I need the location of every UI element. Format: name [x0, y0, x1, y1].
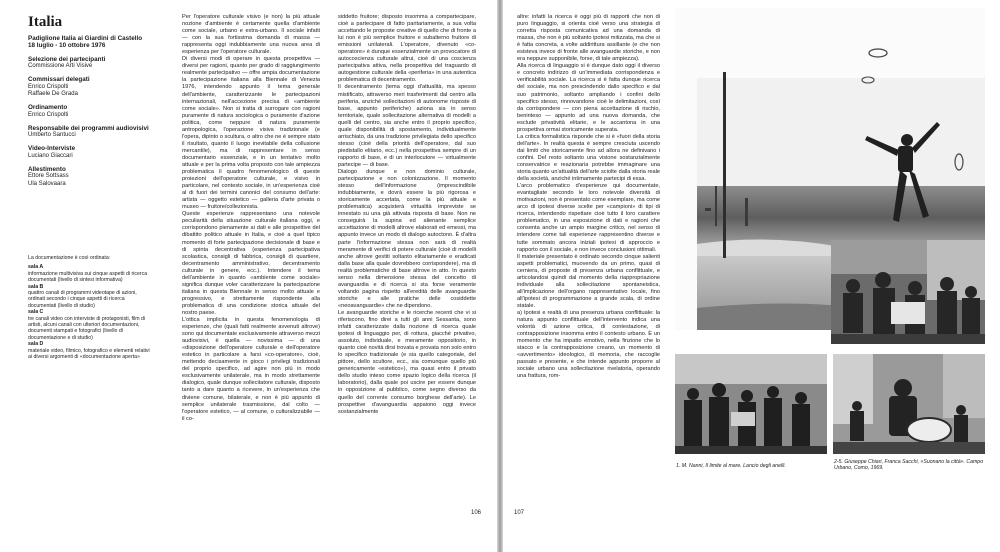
meta-block — [28, 76, 150, 98]
photo-musicians — [675, 354, 827, 454]
meta-value: Ula Salovaara — [28, 180, 66, 187]
meta-value: Enrico Crispolti — [28, 83, 69, 90]
body-paragraph: altre: infatti la ricerca è oggi più di rapporti che non di puro linguaggio, si orienta cioè verso una strategia di corretta risposta comunicativa ad una domanda di massa, che non è più soltanto ipotesi mitizzata, ma che si è fatta concreta, a volte addirittura assillante (e che non esisteva invece di fronte alle avanguardie storiche, e non era neppure supponibile, forse, di tale ampiezza). — [517, 14, 660, 63]
meta-block — [28, 145, 150, 160]
meta-block — [28, 125, 150, 140]
room-text: quattro canali di programmi videotape di azioni, ordinati secondo i cinque aspetti di ricerca documentati (livello di studio) — [28, 290, 137, 309]
photo-musicians-image — [675, 354, 827, 454]
body-paragraph: Queste esperienze rappresentano una notevole peculiarità della situazione culturale italiana oggi, e corrispondono pienamente ai dati e alle prospettive del dibattito politico attuale in Italia, e cioè a quel tipico momento di forte partecipazione decisionale di base e di spinta decentrativa (esperienza partecipativa scolastica, consigli di fabbrica, consigli di quartiere, decentramento amministrativo, decentramento culturale in genere, ecc.). Intendere il tema dell'ambiente in quanto «ambiente come sociale» significa dunque voler caratterizzare la partecipazione italiana in questa Biennale in senso molto attuale e progressivo, e strettamente rispondente alla problematica di una condizione storica attuale del nostro paese. — [182, 211, 320, 316]
meta-value: Ettore Sottsass — [28, 173, 69, 180]
pavilion-block — [28, 35, 150, 50]
meta-value: Umberto Santucci — [28, 132, 76, 139]
photo-caption: 1. M. Nanni, Il limite al mare. Lancio degli anelli. — [676, 463, 786, 469]
photo-street-crowd-image — [831, 240, 985, 344]
room-name: sala D — [28, 341, 44, 348]
meta-heading: Selezione dei partecipanti — [28, 55, 106, 63]
meta-value: Enrico Crispolti — [28, 111, 69, 118]
meta-heading: Ordinamento — [28, 104, 68, 112]
body-column-1 — [182, 14, 320, 423]
body-paragraph: siddetto fruitore; disposto insomma a compartecipare, cioè a partecipare di fatto paritariamente, a sua volta accettando le proposte creative di quello che di fronte a lui non è più semplice fruitore e subalterno fruitore di emissioni unilaterali. L'operatore, divenuto «co-operatore» è dunque essenzialmente un provocatore di autocoscienza culturale altrui, cioè di una coscienza partecipativa attiva, nella prospettiva del traguardo di autogestione culturale della «periferia» in una autentica problematica di decentramento. — [338, 14, 476, 84]
body-paragraph: L'ottica implicita in questa fenomenologia di esperienze, che (quali fatti realmente avvenuti altrove) sono qui documentate esclusivamente attraverso mezzi audiovisivi, è quella — novissima — di una «disposizione dell'operatore culturale e dell'operatore estetico in particolare a farsi «co-operatore», cioè, mettendo decisamente in gioco i privilegi tradizionali del proprio specifico, ad agire non più in modo esclusivamente unilaterale, ma in modo strettamente dialogico, quale dunque sollecitatore culturale, disposto tanto a dare quanto a ricevere, in un'esperienza che diviene comune, bilaterale, e non è più appunto di semplice unilaterale trasmissione, dal colto — l'operatore estetico, — al comune, o culturalizzabile — il co- — [182, 317, 320, 422]
room-text: materiale video, filmico, fotografico e elementi relativi ai diversi argomenti di «documentazione aperta» — [28, 347, 150, 361]
rooms-intro: La documentazione è così ordinata: — [28, 255, 111, 261]
body-paragraph: L'arco problematico d'esperienze qui documentate, evantagliate secondo le loro notevole diversità di motivazioni, non è presentato come esemplare, ma come arco di ipotesi diverse scelte per «campioni» di tipi di ricerca, intendendo rispettare cioè tutto il loro carattere problematico, in una esposizione di dati e ragioni che consenta anche un ampio margine critico, nel senso di intendere come tali esperienze rappresentino diverse e tutte sommato ancora iniziali ipotesi di approccio e rapporto con il sociale, e non invece conclusioni ottimali. — [517, 183, 660, 253]
page-number: 106 — [471, 510, 482, 516]
pavilion-name: Padiglione Italia ai Giardini di Castello — [28, 35, 143, 42]
body-paragraph: Alla ricerca di linguaggio si è dunque dato oggi il diverso e concreto indirizzo di un'immediata corrispondenza e verificabilità sociale. La ricerca si è fatta dunque ricerca del sociale, ma non prescindendo dallo specifico e dal suo patrimonio, soltanto ampliando i confini dello specifico stesso, rinnovandone cioè le delimitazioni, così da corrispondere — con piena accettazione di rischio, beninteso — appunto ad una nuova domanda, che esclude privatività elitarie, e le accantona in una prospettiva ormai storicamente superata. — [517, 63, 660, 133]
body-paragraph: Di diversi modi di operare in questa prospettiva — diversi per ragioni, quanto per grado di raggiungimento realmente partecipativo — offre ampia documentazione la partecipazione italiana alla Biennale di Venezia 1976, intendendo appunto il tema generale dell'ambiente, caratterizzante le partecipazioni internazionali, nell'accezione precisa di «ambiente come sociale». Non si tratta di surrogare con ragioni puramente di natura sociologica o puramente d'azione politica, come neppure di natura puramente antropologica, l'operazione visiva tradizionale (e l'opera, dipinto o scultura, o altro che ne è sempre stato il risultato, quanto il luogo inevitabile della collusione mercantile), ma di rappresentare in senso documentario essenziale, e in un tentativo molto attuale e per la prima volta proposto con tale ampiezza problematica il quadro fenomenologico di queste proiezioni dell'operatore culturale, e visivo in particolare, nel contesto sociale, in un'esperienza cioè al di fuori dei termini canonici del consumo dell'arte: artista — oggetto estetico — galleria d'arte privata o museo — fruitore/collezionista. — [182, 56, 320, 211]
meta-heading: Video-Interviste — [28, 145, 76, 153]
photo-street-crowd — [831, 240, 985, 344]
room-name: sala C — [28, 309, 44, 316]
right-page — [503, 0, 1000, 552]
room-name: sala B — [28, 283, 44, 290]
body-paragraph: a) Ipotesi e realtà di una presenza urbana conflittuale: la natura appunto conflittuale dell'intervento indica una volontà di azione critica, di contestazione, di contrapposizione insomma entro il contesto urbano. È un momento che ha impatto emotivo, nella finzione che lo stacco e la contrapposizione creano, un momento di «avvertimento» ideologico, di memoria, che raccoglie passato e presente, e che intende appunto proporre al sociale urbano una sollecitazione rivelatoria, operando una frattura, rom- — [517, 309, 660, 380]
page-number: 107 — [514, 510, 525, 516]
left-page — [0, 0, 497, 552]
meta-block — [28, 166, 150, 188]
body-paragraph: La critica formalistica risponde che si è «fuori della storia dell'arte». In realtà questa è sempre cresciuta uscendo dai limiti che storicamente fino ad allora ne definivano i confini. Del resto soltanto una visione sostanzialmente conservatrice e reazionaria potrebbe immaginare una storia quanto un'attualità dell'arte sciolte dalla storia reale della società, anziché intimamente partecipi di essa. — [517, 133, 660, 183]
pavilion-dates: 18 luglio - 10 ottobre 1976 — [28, 42, 106, 50]
colophon-column — [28, 14, 150, 194]
body-column-2 — [338, 14, 476, 416]
meta-heading: Allestimento — [28, 166, 66, 174]
meta-value: Luciano Giaccari — [28, 152, 73, 159]
room-text: tre canali video con interviste di protagonisti, film di artisti, alcuni canali con ulteriori documentazioni, documenti stampati e fotografici (livello di documentazione e di studio) — [28, 315, 146, 341]
body-paragraph: Per l'operatore culturale visivo (e non) la più attuale nozione d'ambiente è certamente quella d'ambiente come sociale, urbano e extra-urbano. Il sociale infatti — con la sua fortissima domanda di massa — rappresenta oggi indubbiamente una nuova area di esperienza per l'operatore culturale. — [182, 14, 320, 56]
photo-drummer-image — [833, 354, 985, 454]
body-paragraph: Il materiale presentato è ordinato secondo cinque salienti aspetti problematici, muovendo da un primo, quasi di cerniera, di proposte di presenza urbana conflittuale, e articolandosi quindi dal momento della riappropriazione individuale alla sollecitazione spontaneistica, all'implicazione dell'organo rappresentativo locale, fino all'ipotesi di programmazione a grande scala, di ordine statale. — [517, 253, 660, 309]
meta-heading: Commissari delegati — [28, 76, 90, 84]
meta-value: Commissione Arti Visive — [28, 63, 93, 70]
meta-value: Raffaele De Grada — [28, 91, 78, 98]
photo-caption: 2-5. Giuseppe Chiari, Franca Sacchi, «Suonano la città». Campo Urbano, Como, 1969. — [834, 459, 984, 472]
photo-drummer — [833, 354, 985, 454]
body-paragraph: Il decentramento (tema oggi d'attualità, ma spesso mistificato, attraverso meri trasferimenti dal centro alla periferia, anziché sollecitazioni di autonome risposte di base, appunto periferiche) aziona sia in senso territoriale, quale sollecitazione alternativa di modelli a quelli del centro, sia anche entro il proprio specifico, quale disponibilità di spostamento, individualmente arrischiato, da una tradizione privilegiata dello specifico stesso (cioè della priorità dell'operatore, dal suo piedistallo elitario, ecc.) nella prospettiva sempre di un rapporto di base, e di un interlocutore — virtualmente partecipe — di base. — [338, 84, 476, 168]
body-paragraph: Dialogo dunque e non dominio culturale, partecipazione e non colonizzazione. Il momento stesso dell'informazione (imprescindibile indubbiamente, e dovrà essere la più rigorosa e storicamente accertata, come la più attuale e problematica) acquisterà virtualità impreviste se innestato su una già attivata risposta di base. Non ne conseguirà la supina ed alienante semplice accettazione di modelli altrove elaborati ed emessi, ma appunto invece un modo di dialogo autoctono. È d'altra parte l'informazione stessa non sarà di realtà meramente di verifici di potere culturale (cioè di modelli anche altrove gestiti soltanto elitariamente e eradicati dalla base alla quale dovrebbero corrispondere), ma di realtà problematiche di base altrove in atto. In questo senso nella dimensione stessa del concetto di avanguardia e di ricerca si sta forse veramente voltando pagina rispetto all'eredità delle avanguardie storiche e alle pratiche delle cosiddette «neoavanguardie» che ne dipendono. — [338, 169, 476, 309]
room-text: informazione multivisiva sui cinque aspetti di ricerca documentati (livello di sintesi informativa) — [28, 270, 148, 284]
meta-block — [28, 104, 150, 119]
body-column-3 — [517, 14, 660, 380]
country-title: Italia — [28, 14, 63, 30]
meta-heading: Responsabile dei programmi audiovisivi — [28, 124, 149, 132]
meta-block — [28, 56, 150, 71]
body-paragraph: Le avanguardie storiche e le ricerche recenti che vi si riferiscono, fino direi a tutti gli anni Sessanta, sono infatti caratterizzate dalla nozione di ricerca quale ipotesi di linguaggio per, di rottura, giacché privativo, assoluto, individuale, e meramente oppositorio, in quanto cioè novità dirsi trovata e provata non solo entro lo specifico tradizionale (e sia quello categoriale, del pittore, dello scultore, ecc., sia comunque quello più genericamente «estetico»), ma quasi entro il privato dello studio inteso come spazio logico della ricerca (il laboratorio), dalla quale poi uscire per essere dunque in opposizione al pubblico, come segno diverso da quello del corrente consumo borghese dell'arte). Le prospettive d'avanguardia appaiono oggi invece sostanzialmente — [338, 309, 476, 415]
rooms-legend — [28, 255, 152, 361]
room-name: sala A — [28, 264, 44, 271]
